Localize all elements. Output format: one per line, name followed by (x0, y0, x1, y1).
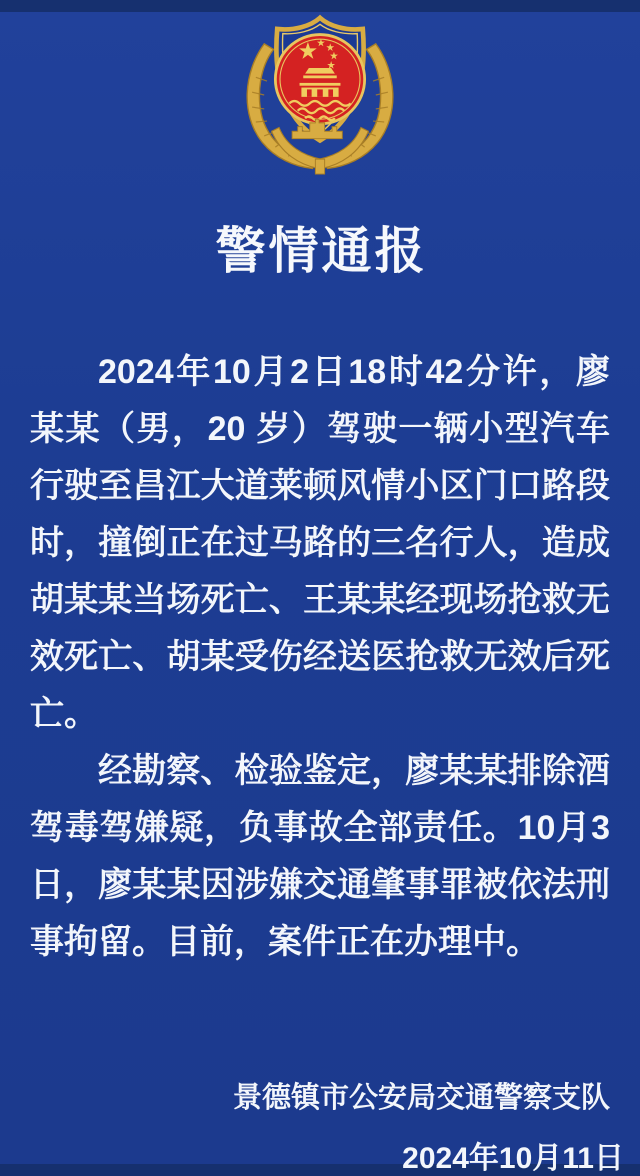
notice-title: 警情通报 (215, 223, 428, 279)
issuer-name: 景德镇市公安局交通警察支队 (232, 1082, 610, 1114)
issue-date: 2024年10月11日 (402, 1142, 624, 1175)
police-badge-icon (227, 12, 413, 178)
notice-paragraph-1: 2024年10月2日18时42分许，廖某某（男，20 岁）驾驶一辆小型汽车行驶至昌江大道莱顿风情小区门口路段时，撞倒正在过马路的三名行人，造成胡某某当场死亡、王某某经现场抢救无效死亡、胡某受伤经送医抢救无效后死亡。 (30, 353, 610, 733)
notice-body (30, 344, 610, 971)
notice-paragraph-2: 经勘察、检验鉴定，廖某某排除酒驾毒驾嫌疑，负事故全部责任。10月3日，廖某某因涉嫌交通肇事罪被依法刑事拘留。目前，案件正在办理中。 (30, 752, 610, 961)
police-notice-page (0, 12, 640, 1175)
